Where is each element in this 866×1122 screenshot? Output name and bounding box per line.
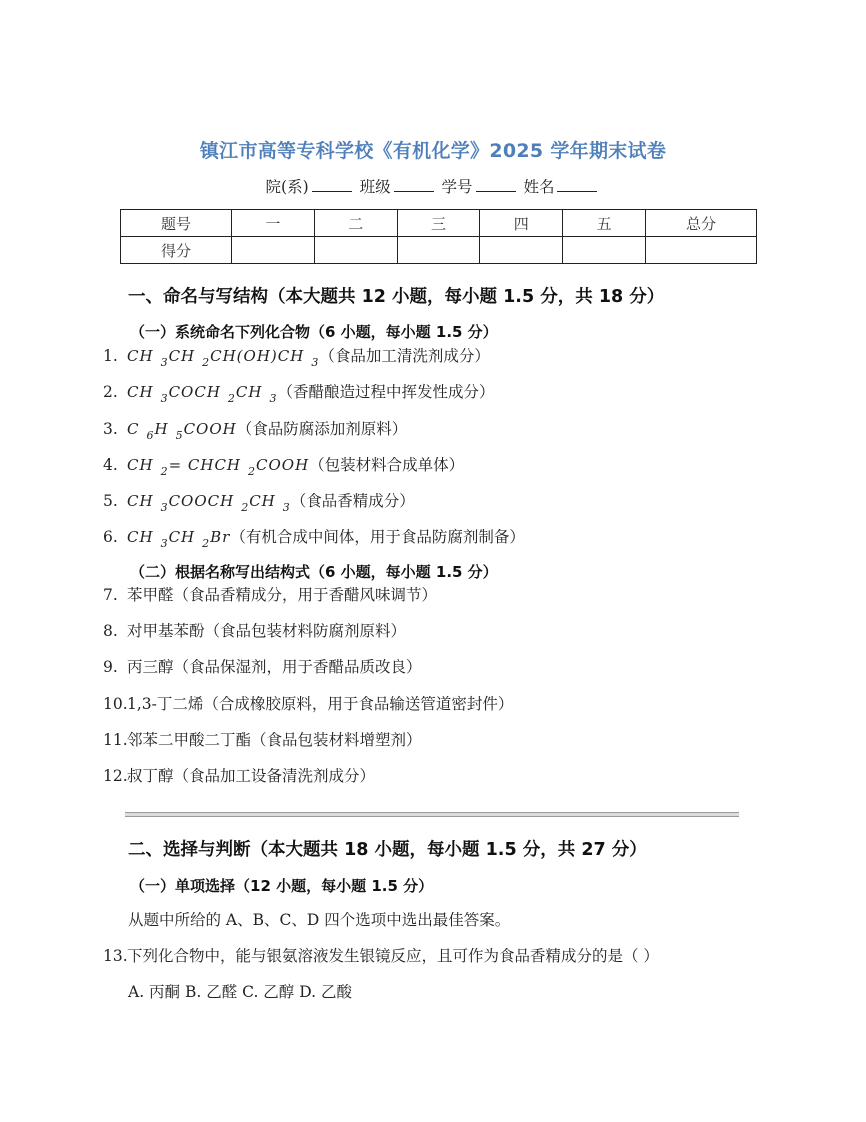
exam-title: 镇江市高等专科学校《有机化学》2025 学年期末试卷: [199, 140, 667, 162]
student-id-label: 学号: [441, 178, 473, 196]
question-item: 8. 对甲基苯酚（食品包装材料防腐剂原料）: [103, 622, 407, 640]
question-item: 7. 苯甲醛（食品香精成分，用于香醋风味调节）: [103, 586, 438, 604]
question-item: 6. CH $_3$CH $_2$Br（有机合成中间体，用于食品防腐剂制备）: [103, 528, 525, 550]
section-divider: [125, 812, 739, 817]
name-label: 姓名: [523, 178, 555, 196]
score-table-header-row: [121, 210, 757, 237]
chemical-formula: CH $_3$COOCH $_2$CH $_3$: [127, 492, 291, 514]
chemical-formula: C $_6$H $_5$COOH: [127, 420, 237, 442]
question-item: 10.1,3-丁二烯（合成橡胶原料，用于食品输送管道密封件）: [103, 695, 514, 713]
score-cell: [563, 237, 646, 264]
department-blank: [312, 177, 352, 192]
header-cell: 总分: [646, 210, 757, 237]
header-cell: 四: [480, 210, 563, 237]
score-cell: [397, 237, 480, 264]
header-cell: 题号: [121, 210, 232, 237]
question-item: 12.叔丁醇（食品加工设备清洗剂成分）: [103, 767, 376, 785]
question-item: 4. CH $_2$= CHCH $_2$COOH（包装材料合成单体）: [103, 456, 465, 478]
instruction-text: 从题中所给的 A、B、C、D 四个选项中选出最佳答案。: [128, 911, 511, 929]
section-1-part-1-heading: （一）系统命名下列化合物（6 小题，每小题 1.5 分）: [130, 323, 498, 341]
header-cell: 五: [563, 210, 646, 237]
row-label-cell: 得分: [121, 237, 232, 264]
score-cell: [480, 237, 563, 264]
answer-options: A. 丙酮 B. 乙醛 C. 乙醇 D. 乙酸: [128, 983, 352, 1001]
question-item: 3. C $_6$H $_5$COOH（食品防腐添加剂原料）: [103, 420, 408, 442]
chemical-formula: CH $_3$CH $_2$CH(OH)CH $_3$: [127, 347, 320, 369]
score-table: [120, 209, 757, 264]
chemical-formula: CH $_2$= CHCH $_2$COOH: [127, 456, 310, 478]
header-cell: 二: [314, 210, 397, 237]
question-item: 11.邻苯二甲酸二丁酯（食品包装材料增塑剂）: [103, 731, 422, 749]
class-label: 班级: [359, 178, 391, 196]
question-item: 13.下列化合物中，能与银氨溶液发生银镜反应，且可作为食品香精成分的是（ ）: [103, 947, 659, 965]
section-1-heading: 一、命名与写结构（本大题共 12 小题，每小题 1.5 分，共 18 分）: [128, 287, 665, 307]
score-table-score-row: [121, 237, 757, 264]
score-cell: [646, 237, 757, 264]
question-item: 5. CH $_3$COOCH $_2$CH $_3$（食品香精成分）: [103, 492, 415, 514]
section-2-heading: 二、选择与判断（本大题共 18 小题，每小题 1.5 分，共 27 分）: [128, 840, 647, 860]
header-cell: 一: [232, 210, 315, 237]
question-item: 2. CH $_3$COCH $_2$CH $_3$（香醋酿造过程中挥发性成分）: [103, 383, 495, 405]
class-blank: [394, 177, 434, 192]
name-blank: [557, 177, 597, 192]
student-info-line: [0, 175, 866, 197]
section-1-part-2-heading: （二）根据名称写出结构式（6 小题，每小题 1.5 分）: [130, 563, 498, 581]
question-item: 9. 丙三醇（食品保湿剂，用于香醋品质改良）: [103, 658, 422, 676]
score-cell: [314, 237, 397, 264]
chemical-formula: CH $_3$COCH $_2$CH $_3$: [127, 383, 278, 405]
header-cell: 三: [397, 210, 480, 237]
chemical-formula: CH $_3$CH $_2$Br: [127, 528, 231, 550]
section-2-part-1-heading: （一）单项选择（12 小题，每小题 1.5 分）: [130, 877, 434, 895]
score-cell: [232, 237, 315, 264]
question-item: 1. CH $_3$CH $_2$CH(OH)CH $_3$（食品加工清洗剂成分）: [103, 347, 490, 369]
student-id-blank: [476, 177, 516, 192]
department-label: 院(系): [265, 178, 309, 196]
